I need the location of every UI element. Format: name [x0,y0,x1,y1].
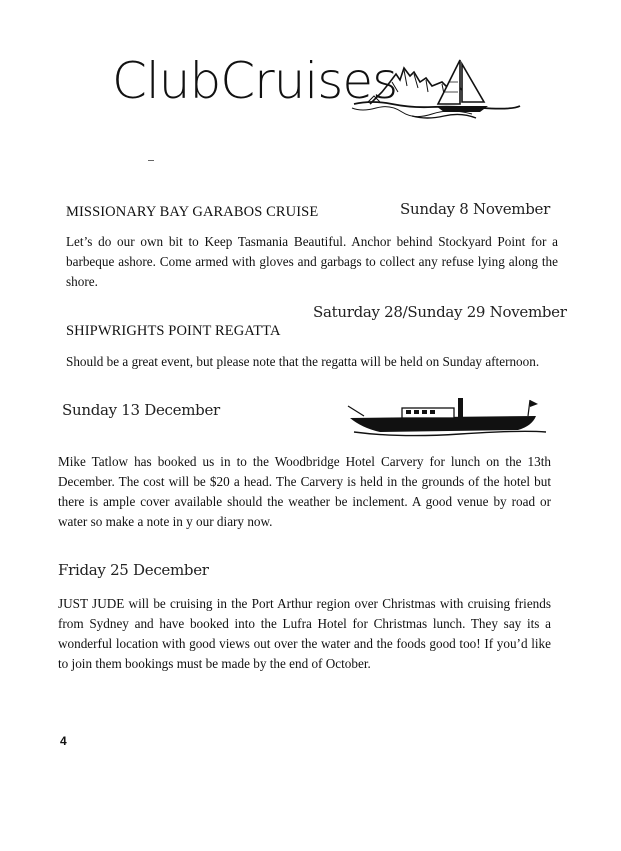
event-body-missionary-bay: Let’s do our own bit to Keep Tasmania Beautiful. Anchor behind Stockyard Point for a barbeque ashore. Come armed with gloves and garbags to collect any refuse lying along the shore. [66,234,558,289]
event-date-missionary-bay: Sunday 8 November [400,200,550,218]
event-title-missionary-bay: MISSIONARY BAY GARABOS CRUISE [66,204,319,220]
event-date-woodbridge-hotel: Sunday 13 December [62,401,220,419]
scan-mark [148,160,154,161]
event-body-christmas: JUST JUDE will be cruising in the Port Arthur region over Christmas with cruising friends from Sydney and have booked into the Lufra Hotel for Christmas lunch. They say its a wonderful location with good views out over the water and the foods good too! If you’d like to join them bookings must be made by the end of October. [58,596,551,671]
steamboat-icon [340,392,556,442]
event-title-shipwrights-point: SHIPWRIGHTS POINT REGATTA [66,323,281,339]
sailboat-mountains-icon [352,52,524,130]
event-date-shipwrights-point: Saturday 28/Sunday 29 November [313,303,567,321]
page-title: ClubCruises [112,52,398,110]
event-date-christmas: Friday 25 December [58,561,209,579]
event-body-shipwrights-point: Should be a great event, but please note that the regatta will be held on Sunday afternoon. [66,354,540,369]
page-number: 4 [60,734,67,748]
event-body-woodbridge-hotel: Mike Tatlow has booked us in to the Woodbridge Hotel Carvery for lunch on the 13th December. The cost will be $20 a head. The Carvery is held in the grounds of the hotel but there is ample cover available should the weather be inclement. A good venue by road or water so make a note in y our diary now. [58,454,551,529]
